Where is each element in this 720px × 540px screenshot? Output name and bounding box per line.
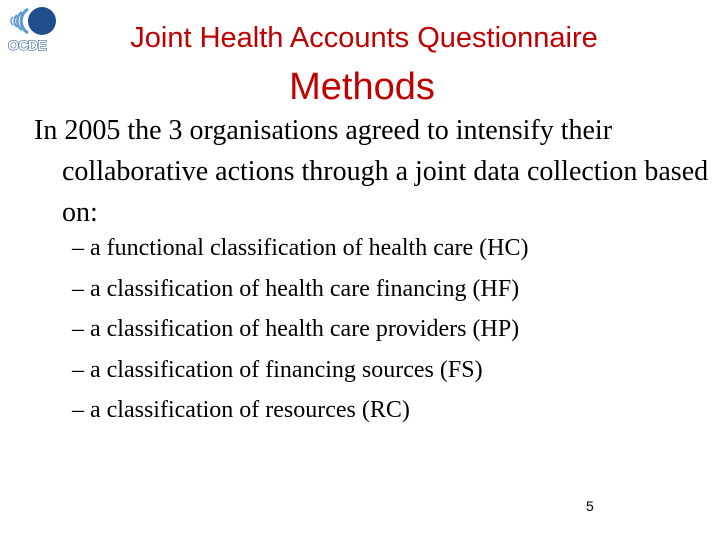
list-item: – a functional classification of health care (HC) — [72, 235, 529, 261]
list-item: – a classification of resources (RC) — [72, 397, 410, 423]
list-item: – a classification of financing sources (FS) — [72, 356, 483, 383]
classification-list — [72, 228, 528, 431]
slide-title: Joint Health Accounts Questionnaire — [130, 22, 598, 54]
list-item: – a classification of health care providers (HP) — [72, 316, 520, 342]
intro-paragraph: In 2005 the 3 organisations agreed to intensify their collaborative actions through a joint data collection based on: — [34, 115, 709, 228]
page-number: 5 — [586, 498, 594, 514]
slide-subtitle: Methods — [289, 66, 435, 108]
list-item: – a classification of health care financing (HF) — [72, 275, 520, 302]
oecd-logo-text: OCDE — [8, 37, 47, 53]
